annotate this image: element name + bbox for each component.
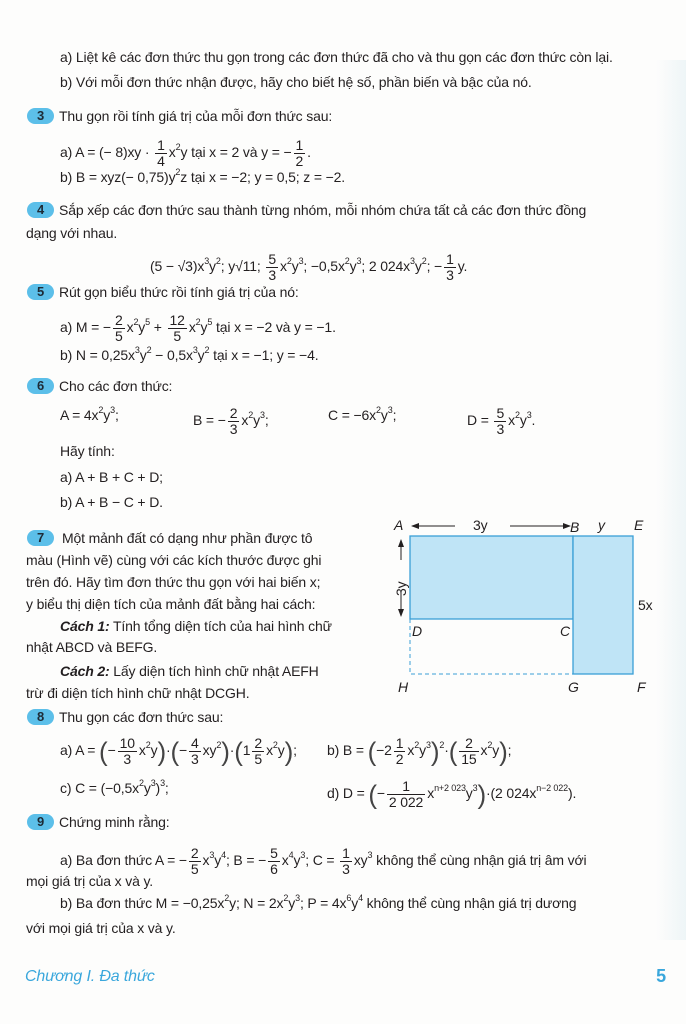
math-text: c) C = (−0,5x — [60, 780, 139, 796]
ex9-title: Chứng minh rằng: — [59, 814, 170, 830]
parenthesis: ( — [99, 736, 108, 767]
ex4-title: Sắp xếp các đơn thức sau thành từng nhóm, mỗi nhóm chứa tất cả các đơn thức đồng — [59, 202, 587, 218]
fraction-numerator: 5 — [496, 405, 505, 421]
math-text: − — [179, 742, 188, 759]
math-text: y — [519, 412, 527, 429]
parenthesis: ) — [499, 736, 508, 767]
fraction — [266, 252, 278, 283]
ex3-title: Thu gọn rồi tính giá trị của mỗi đơn thức sau: — [59, 108, 333, 124]
fraction-denominator: 5 — [114, 328, 123, 344]
ex8-part-c — [60, 779, 169, 797]
math-text: ; B = − — [225, 852, 267, 869]
ex7-method-1 — [60, 617, 332, 635]
math-text: y — [380, 407, 388, 423]
land-plot-figure — [380, 510, 680, 700]
math-text: không thể cùng nhận giá trị dương — [362, 895, 577, 911]
exponent: 2 — [248, 410, 254, 421]
math-text: z tại x = −2; y = 0,5; z = −2. — [180, 169, 346, 185]
ex2-part-a: a) Liệt kê các đơn thức thu gọn trong các đơn thức đã cho và thu gọn các đơn thức còn lại. — [60, 49, 613, 65]
exponent: 3 — [356, 256, 362, 267]
fraction-numerator: 2 — [114, 312, 123, 328]
exponent: 2 — [145, 740, 151, 751]
math-text: (5 − √3)x — [150, 258, 205, 275]
ex5-part-a — [60, 313, 336, 344]
math-text: ). — [567, 785, 577, 802]
dimension-label-ad: 3y — [393, 581, 409, 596]
rectangle-abcd — [410, 536, 573, 619]
dimension-label-be: y — [598, 517, 605, 533]
fraction-numerator: 2 — [190, 845, 199, 861]
math-text: . — [531, 412, 536, 429]
exponent: 2 — [283, 893, 289, 903]
ex9-part-b — [60, 894, 576, 912]
fraction-numerator: 1 — [295, 137, 304, 153]
parenthesis: ( — [368, 779, 377, 810]
math-text: 1 — [242, 742, 251, 759]
fraction — [268, 846, 280, 877]
parenthesis: ) — [477, 779, 487, 810]
exponent: 3 — [134, 345, 140, 355]
math-text: ·(2 024x — [486, 785, 537, 802]
math-text: a) M = − — [60, 319, 111, 336]
math-text: y; N = 2x — [229, 895, 284, 911]
fraction-denominator: 2 — [295, 153, 304, 169]
exercise-number-badge: 4 — [27, 202, 54, 218]
dimension-label-ab: 3y — [473, 517, 488, 533]
ex7-line: Một mảnh đất có dạng như phần được tô — [62, 530, 313, 546]
math-text: B = − — [193, 412, 226, 429]
exponent: 2 — [421, 256, 427, 267]
exponent: n+2 023 — [434, 783, 466, 794]
exercise-number-badge: 3 — [27, 108, 54, 124]
fraction — [444, 252, 456, 283]
math-text: y. — [457, 258, 468, 275]
fraction-numerator: 1 — [446, 251, 454, 267]
ex8-part-d — [327, 779, 576, 810]
math-text: ; — [293, 742, 297, 759]
fraction-denominator: 5 — [173, 328, 181, 344]
fraction-numerator: 2 — [229, 405, 238, 421]
method-2-text: Lấy diện tích hình chữ nhật AEFH — [109, 663, 319, 679]
math-text: y — [492, 742, 500, 759]
exercise-number-badge: 9 — [27, 814, 54, 830]
math-text: tại x = −1; y = −4. — [209, 347, 319, 363]
ex6-part-a: a) A + B + C + D; — [60, 469, 163, 485]
math-text: ; — [164, 780, 169, 796]
ex6-monomial-d — [467, 406, 535, 437]
math-text: ; −0,5x — [303, 258, 345, 275]
math-text: + — [150, 319, 166, 336]
ex6-monomial-b — [193, 406, 269, 437]
math-text: y — [103, 407, 111, 423]
fraction-denominator: 3 — [123, 751, 132, 767]
math-text: x — [241, 412, 249, 429]
fraction — [228, 406, 240, 437]
exponent: 3 — [426, 740, 431, 751]
fraction-denominator: 3 — [446, 267, 454, 283]
parenthesis: ) — [157, 736, 166, 767]
fraction — [252, 736, 264, 767]
math-text: y — [465, 785, 473, 802]
exponent: 3 — [387, 405, 393, 415]
ex7-method-1-cont: nhật ABCD và BEFG. — [26, 639, 158, 655]
exponent: 3 — [259, 410, 265, 421]
math-text: tại x = −2 và y = −1. — [212, 319, 336, 336]
page-edge-shade — [656, 60, 686, 940]
exercise-number-badge: 7 — [27, 530, 54, 546]
point-label-h: H — [398, 679, 408, 695]
fraction-numerator: 1 — [387, 779, 425, 795]
exponent: 3 — [295, 893, 300, 903]
chapter-footer: Chương I. Đa thức — [25, 968, 155, 985]
exercise-number-badge: 6 — [27, 378, 54, 394]
ex8-part-b — [327, 736, 511, 767]
math-text: y tại x = 2 và y = − — [180, 144, 292, 161]
ex2-part-b: b) Với mỗi đơn thức nhận được, hãy cho biết hệ số, phần biến và bậc của nó. — [60, 74, 532, 90]
parenthesis: ) — [284, 736, 294, 767]
exponent: 2 — [133, 317, 139, 328]
fraction — [340, 846, 352, 877]
fraction — [459, 736, 478, 767]
exponent: 2 — [175, 167, 181, 177]
fraction — [155, 138, 167, 169]
ex6-part-b: b) A + B − C + D. — [60, 494, 163, 510]
parenthesis: ( — [367, 736, 377, 767]
ex7-method-2-cont: trừ đi diện tích hình chữ nhật DCGH. — [26, 685, 250, 701]
fraction-numerator: 10 — [119, 735, 135, 751]
exponent: 2 — [138, 778, 144, 788]
exponent: 6 — [346, 893, 352, 903]
exponent: 3 — [160, 778, 165, 788]
fraction — [189, 736, 201, 767]
fraction — [294, 138, 306, 169]
parenthesis: ) — [430, 736, 440, 767]
exponent: 4 — [288, 850, 294, 861]
math-text: b) Ba đơn thức M = −0,25x — [60, 895, 225, 911]
math-text: y — [414, 258, 422, 275]
math-text: y — [291, 258, 299, 275]
math-text: b) N = 0,25x — [60, 347, 135, 363]
exponent: 3 — [410, 256, 415, 267]
fraction-denominator: 15 — [461, 751, 477, 767]
fraction-denominator: 5 — [190, 861, 199, 877]
math-text: y — [209, 258, 216, 275]
point-label-c: C — [560, 623, 570, 639]
exponent: 3 — [298, 256, 304, 267]
exponent: 2 — [224, 893, 230, 903]
ex4-formula — [150, 252, 467, 283]
math-text: y — [143, 780, 151, 796]
ex5-part-b — [60, 346, 318, 364]
math-text: x — [138, 742, 146, 759]
math-text: x — [407, 742, 415, 759]
exercise-number-badge: 8 — [27, 709, 54, 725]
math-text: − — [107, 742, 116, 759]
math-text: ; 2 024x — [361, 258, 410, 275]
fraction-denominator: 3 — [342, 861, 350, 877]
ex6-monomial-c — [328, 406, 396, 424]
math-text: y — [200, 319, 208, 336]
fraction-denominator: 3 — [191, 751, 199, 767]
parenthesis: ( — [448, 736, 458, 767]
math-text: không thể cùng nhận giá trị âm với — [372, 852, 587, 869]
ex3-part-a — [60, 138, 311, 169]
exponent: 2 — [286, 256, 292, 267]
fraction-numerator: 2 — [254, 735, 263, 751]
exponent: 5 — [145, 317, 151, 328]
fraction-numerator: 4 — [191, 735, 199, 751]
fraction-numerator: 12 — [169, 312, 185, 328]
method-1-text: Tính tổng diện tích của hai hình chữ — [109, 618, 332, 634]
math-text: x — [427, 785, 435, 802]
point-label-f: F — [637, 679, 646, 695]
fraction-denominator: 4 — [157, 153, 165, 169]
exponent: 4 — [221, 850, 226, 861]
fraction — [189, 846, 201, 877]
math-text: ; − — [426, 258, 443, 275]
fraction — [394, 736, 406, 767]
fraction-numerator: 2 — [459, 736, 478, 752]
exponent: 2 — [216, 740, 222, 751]
math-text: x — [266, 742, 273, 759]
point-label-b: B — [570, 519, 580, 535]
parenthesis: ( — [234, 736, 243, 767]
math-text: ; — [507, 742, 512, 759]
math-text: y — [139, 347, 147, 363]
math-text: x — [126, 319, 134, 336]
ex9-part-b-cont: với mọi giá trị của x và y. — [26, 920, 176, 936]
ex4-title-cont: dạng với nhau. — [26, 225, 118, 241]
math-text: − 0,5x — [151, 347, 193, 363]
math-text: x — [281, 852, 289, 869]
exponent: 2 — [375, 405, 381, 415]
exponent: 2 — [215, 256, 221, 267]
fraction — [118, 736, 137, 767]
dashed-outline-dcgh — [410, 619, 573, 674]
math-text: y — [253, 412, 260, 429]
math-text: ; — [115, 407, 119, 423]
point-label-d: D — [412, 623, 422, 639]
exponent: 2 — [175, 142, 181, 153]
fraction-denominator: 5 — [254, 751, 263, 767]
math-text: xy — [353, 852, 368, 869]
math-text: y — [351, 895, 359, 911]
fraction-numerator: 5 — [270, 845, 278, 861]
ex3-part-b — [60, 168, 345, 186]
math-text: ; P = 4x — [299, 895, 347, 911]
exponent: 2 — [344, 256, 350, 267]
exponent: 2 — [487, 740, 493, 751]
fraction-numerator: 1 — [342, 845, 350, 861]
math-text: b) B = xyz(− 0,75)y — [60, 169, 176, 185]
exponent: 2 — [272, 740, 278, 751]
math-text: − — [376, 785, 385, 802]
exercise-number-badge: 5 — [27, 284, 54, 300]
rectangle-befg — [573, 536, 633, 674]
fraction — [494, 406, 506, 437]
fraction-numerator: 5 — [268, 251, 276, 267]
math-text: y — [214, 852, 222, 869]
fraction-denominator: 2 022 — [388, 794, 424, 810]
parenthesis: ( — [170, 736, 179, 767]
exponent: 2 — [414, 740, 420, 751]
math-text: · — [229, 742, 235, 759]
ex8-part-a — [60, 736, 297, 767]
math-text: y — [419, 742, 426, 759]
math-text: y — [277, 742, 285, 759]
exponent: 4 — [358, 893, 363, 903]
math-text: y — [349, 258, 357, 275]
math-text: · — [165, 742, 171, 759]
math-text: xy — [202, 742, 217, 759]
math-text: D = — [467, 412, 493, 429]
math-text: x — [168, 144, 176, 161]
math-text: A = 4x — [60, 407, 99, 423]
math-text: d) D = — [327, 785, 369, 802]
exponent: 2 — [146, 345, 152, 355]
math-text: x — [508, 412, 515, 429]
fraction — [168, 313, 187, 344]
ex8-title: Thu gọn các đơn thức sau: — [59, 709, 224, 725]
ex7-method-2 — [60, 662, 319, 680]
exponent: 3 — [209, 850, 215, 861]
exponent: 3 — [192, 345, 198, 355]
exponent: 2 — [439, 740, 445, 751]
dimension-label-ef: 5x — [638, 597, 653, 613]
exponent: 2 — [204, 345, 210, 355]
exponent: 3 — [526, 410, 532, 421]
math-text: y — [197, 347, 205, 363]
method-2-label: Cách 2: — [60, 663, 110, 679]
ex7-line: y biểu thị diện tích của mảnh đất bằng hai cách: — [26, 596, 316, 612]
page-number: 5 — [656, 966, 666, 986]
point-label-g: G — [568, 679, 579, 695]
ex6-title: Cho các đơn thức: — [59, 378, 173, 394]
point-label-e: E — [634, 517, 644, 533]
exponent: 3 — [204, 256, 210, 267]
fraction — [113, 313, 125, 344]
ex6-monomial-a — [60, 406, 119, 424]
math-text: b) B = — [327, 742, 368, 759]
math-text: x — [279, 258, 287, 275]
exponent: 3 — [300, 850, 306, 861]
fraction — [387, 779, 425, 810]
exponent: 3 — [367, 850, 373, 861]
ex7-line: trên đó. Hãy tìm đơn thức thu gọn với hai biến x; — [26, 574, 321, 590]
ex7-line: màu (Hình vẽ) cùng với các kích thước được ghi — [26, 552, 322, 568]
math-text: ; y√11; — [220, 258, 265, 275]
math-text: x — [188, 319, 196, 336]
math-text: a) Ba đơn thức A = − — [60, 852, 187, 869]
exponent: 2 — [514, 410, 520, 421]
exponent: 3 — [150, 778, 156, 788]
math-text: · — [444, 742, 449, 759]
exponent: 3 — [110, 405, 115, 415]
method-1-label: Cách 1: — [60, 618, 110, 634]
math-text: −2 — [376, 742, 392, 759]
ex6-ask: Hãy tính: — [60, 443, 115, 459]
math-text: ; — [264, 412, 269, 429]
math-text: y — [138, 319, 146, 336]
fraction-numerator: 1 — [395, 735, 404, 751]
exponent: 2 — [195, 317, 201, 328]
exponent: 3 — [472, 783, 478, 794]
fraction-denominator: 6 — [270, 861, 278, 877]
point-label-a: A — [394, 517, 404, 533]
math-text: a) A = — [60, 742, 100, 759]
math-text: ; — [392, 407, 397, 423]
fraction-denominator: 3 — [496, 421, 505, 437]
fraction-denominator: 2 — [395, 751, 404, 767]
math-text: a) A = (− 8)xy · — [60, 144, 154, 161]
parenthesis: ) — [221, 736, 230, 767]
math-text: ) — [155, 780, 161, 796]
exponent: n−2 022 — [536, 783, 568, 794]
math-text: y — [293, 852, 301, 869]
math-text: x — [480, 742, 488, 759]
math-text: y — [288, 895, 296, 911]
math-text: y — [150, 742, 158, 759]
fraction-denominator: 3 — [268, 267, 276, 283]
math-text: x — [202, 852, 210, 869]
ex5-title: Rút gọn biểu thức rồi tính giá trị của nó: — [59, 284, 299, 300]
math-text: . — [307, 144, 311, 161]
fraction-numerator: 1 — [157, 137, 165, 153]
exponent: 5 — [207, 317, 213, 328]
ex9-part-a-cont: mọi giá trị của x và y. — [26, 873, 154, 889]
math-text: C = −6x — [328, 407, 376, 423]
fraction-denominator: 3 — [229, 421, 238, 437]
math-text: ; C = — [305, 852, 339, 869]
exponent: 2 — [98, 405, 104, 415]
